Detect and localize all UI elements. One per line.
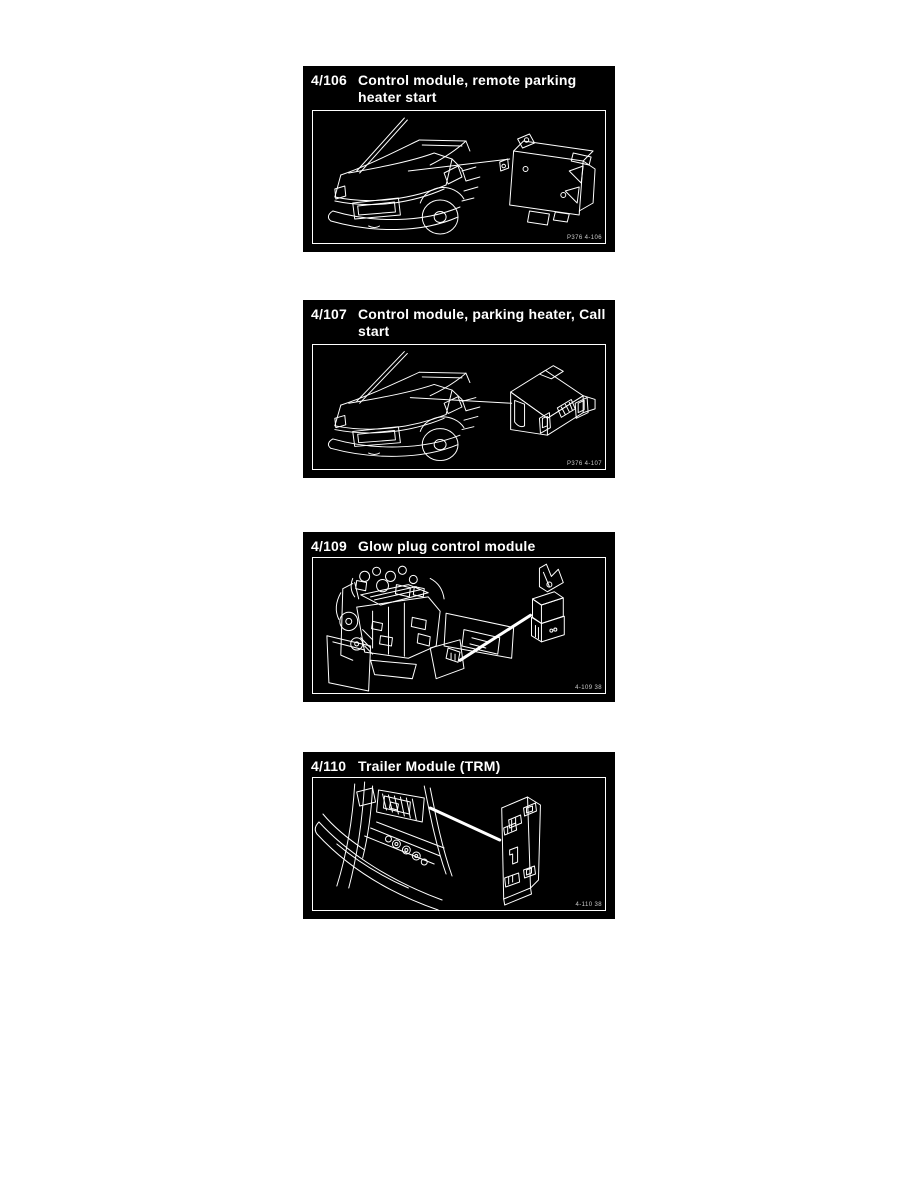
figure-header	[303, 532, 615, 555]
figure-number: 4/109	[311, 538, 348, 554]
figure-title-line: Control module, parking heater, Call	[358, 306, 606, 322]
figure-title	[358, 758, 500, 775]
car-rear-illustration	[313, 345, 605, 469]
engine-illustration	[313, 558, 605, 693]
figure-title-line: start	[358, 323, 390, 339]
illustration-frame	[312, 557, 606, 694]
figure-reference-code: 4-109 38	[575, 685, 602, 691]
figure-title	[358, 72, 576, 106]
figure-header	[303, 300, 615, 340]
figure-panel-4-109	[303, 532, 615, 702]
figure-panel-4-106	[303, 66, 615, 252]
figure-title-line: Control module, remote parking	[358, 72, 577, 88]
figure-header	[303, 752, 615, 775]
figure-panel-4-107	[303, 300, 615, 478]
engine-drawing	[327, 566, 514, 691]
figure-reference-code: 4-110 38	[575, 902, 602, 908]
figure-title-line: Glow plug control module	[358, 538, 536, 554]
figure-number: 4/110	[311, 758, 347, 774]
figure-reference-code: P376 4-107	[566, 461, 602, 467]
figure-header	[303, 66, 615, 106]
glow-plug-module-drawing	[532, 564, 565, 642]
control-module-drawing	[500, 134, 595, 225]
rear-bumper-illustration	[313, 778, 605, 910]
figure-title	[358, 306, 606, 340]
figure-title-line: Trailer Module (TRM)	[358, 758, 501, 774]
figure-title-line: heater start	[358, 89, 437, 105]
figure-title	[358, 538, 535, 555]
figure-panel-4-110	[303, 752, 615, 919]
rear-bumper-drawing	[315, 782, 452, 910]
figure-number: 4/107	[311, 306, 348, 322]
illustration-frame	[312, 344, 606, 470]
figure-reference-code: P376 4-106	[566, 235, 602, 241]
car-rear-drawing	[328, 352, 479, 461]
car-rear-illustration	[313, 111, 605, 243]
illustration-frame	[312, 777, 606, 911]
figure-number: 4/106	[311, 72, 348, 88]
trailer-module-drawing	[502, 797, 541, 905]
illustration-frame	[312, 110, 606, 244]
car-rear-drawing	[328, 118, 479, 234]
control-module-drawing	[511, 366, 595, 436]
